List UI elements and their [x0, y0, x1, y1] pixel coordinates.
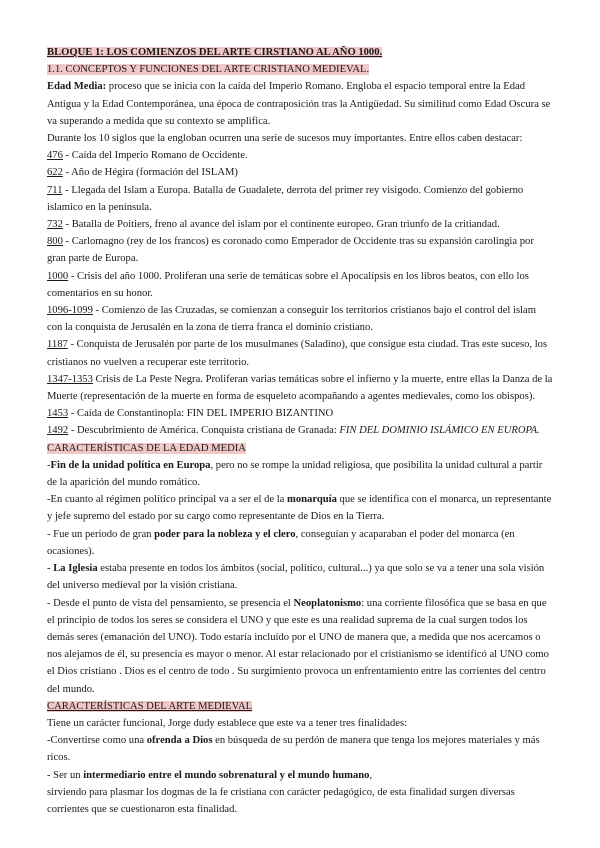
characteristic-post-text: que se identifica con el monarca, un representante y jefe supremo del estado por su cargo como representante de Dios en la Tierra. [47, 494, 552, 523]
characteristic-pre-text: - [47, 563, 54, 575]
section1-heading-line [47, 61, 553, 78]
art-purpose-post-text: en búsqueda de su perdón de manera que tenga los mejores materiales y más ricos. [47, 735, 540, 764]
event-text: - Carlomagno (rey de los francos) es coronado como Emperador de Occidente tras su expansión carolingia por gran parte de Europa. [47, 236, 534, 265]
document-title: BLOQUE 1: LOS COMIENZOS DEL ARTE CIRSTIANO AL AÑO 1000. [47, 47, 383, 58]
event-item [47, 164, 553, 181]
characteristic-pre-text: - [47, 459, 51, 471]
characteristic-bold-text: La Iglesia [53, 563, 98, 575]
event-item [47, 233, 553, 267]
event-text: - Batalla de Poitiers, freno al avance del islam por el continente europeo. Gran triunfo de la critiandad. [62, 219, 500, 231]
section3-heading: CARACTERÍSTICAS DEL ARTE MEDIEVAL [47, 700, 253, 712]
art-purpose-bold-text: ofrenda a Dios [146, 735, 213, 747]
event-item [47, 422, 553, 439]
event-item [47, 371, 553, 405]
event-text: - Caída del Imperio Romano de Occidente. [62, 150, 248, 162]
definition-paragraph [47, 78, 553, 130]
characteristic-pre-text: - Desde el punto de vista del pensamiento, se presencia el [47, 597, 294, 609]
characteristic-post-text: , pero no se rompe la unidad religiosa, que posibilita la unidad cultural a partir de la aparición del mundo romático. [47, 459, 543, 489]
characteristic-item [47, 526, 553, 560]
event-item [47, 336, 553, 370]
definition-text: proceso que se inicia con la caída del Imperio Romano. Engloba el espacio temporal entre la Edad Antigua y la Edad Contemporánea, una época de contraposición tras la Antigüedad. Su similitud como Edad Oscura se va superando a medida que su contexto se amplifica. [47, 81, 551, 127]
event-text: - Caída de Constantinopla: FIN DEL IMPERIO BIZANTINO [68, 408, 334, 420]
event-year: 1453 [47, 408, 69, 420]
characteristic-post-text: : una corriente filosófica que se basa en que el principio de todos los seres se considera el UNO y que este es una realidad suprema de la cual surgen todos los demás seres (emanación del UNO). Todo estaría incluído por el UNO de manera que, a medida que nos acercamos o nos alejamos de él, su presencia es mayor o menor. Al estar relacionado por el cristianismo se identificó al UNO como el Dios cristiano . Dios es el centro de todo . Su surgimiento provoca un enfrentamiento entre las corrientes del centro del mundo. [47, 597, 549, 695]
characteristic-bold-text: poder para la nobleza y el clero [154, 528, 296, 540]
art-purpose-item [47, 767, 553, 784]
art-purpose-item [47, 732, 553, 766]
characteristic-post-text: estaba presente en todos los ámbitos (social, político, cultural...) ya que solo se va a tener una sola visión del universo medieval por la visión cristiana. [47, 563, 545, 592]
event-item [47, 216, 553, 233]
characteristic-pre-text: -En cuanto al régimen político principal va a ser el de la [47, 494, 288, 506]
event-italic-text: FIN DEL DOMINIO ISLÁMICO EN EUROPA. [339, 425, 540, 437]
section1-heading: 1.1. CONCEPTOS Y FUNCIONES DEL ARTE CRISTIANO MEDIEVAL. [47, 64, 370, 76]
section2-heading: CARACTERÍSTICAS DE LA EDAD MEDIA [47, 442, 246, 454]
event-text: - Descubrimiento de América. Conquista cristiana de Granada: [68, 425, 340, 437]
event-text: - Crisis del año 1000. Proliferan una serie de temáticas sobre el Apocalípsis en los libros beatos, con ello los comentarios en su honor. [47, 270, 529, 299]
event-year: 1000 [47, 270, 69, 282]
event-text: Crisis de La Peste Negra. Proliferan varias temáticas sobre el infierno y la muerte, entre ellas la Danza de la Muerte (representación de la muerte en forma de esqueleto acompañando a agentes medievales, como los obispos). [47, 373, 553, 403]
art-purposes-list [47, 732, 553, 784]
section2-heading-line [47, 440, 553, 457]
event-year: 1347-1353 [47, 373, 93, 385]
event-year: 622 [47, 167, 63, 179]
characteristic-post-text: , conseguían y acaparaban el poder del monarca (en ocasiones). [47, 528, 515, 557]
characteristics-list [47, 457, 553, 698]
art-purpose-pre-text: -Convertirse como una [47, 735, 147, 747]
characteristic-item [47, 457, 553, 491]
section3-heading-line [47, 698, 553, 715]
definition-term: Edad Media: [47, 81, 107, 93]
event-item [47, 302, 553, 336]
event-text: - Año de Hégira (formación del ISLAM) [62, 167, 238, 179]
events-list [47, 147, 553, 422]
characteristic-item [47, 560, 553, 594]
event-text: - Comienzo de las Cruzadas, se comienzan a conseguir los territorios cristianos bajo el control del islam con la conquista de Jerusalén en la zona de tierra franca el dominio cristiano. [47, 305, 536, 334]
art-purpose-post-text: , [369, 769, 373, 781]
art-purpose-bold-text: intermediario entre el mundo sobrenatural y el mundo humano [83, 769, 370, 781]
section3-intro: Tiene un carácter funcional, Jorge dudy establece que este va a tener tres finalidades: [47, 717, 408, 729]
event-year: 1187 [47, 339, 68, 351]
characteristic-bold-text: Fin de la unidad política en Europa [50, 459, 211, 471]
art-purpose-pre-text: - Ser un [47, 769, 84, 781]
event-text: - Llegada del Islam a Europa. Batalla de Guadalete, derrota del primer rey visigodo. Comienzo del gobierno islamico en la península. [47, 184, 524, 213]
events-intro: Durante los 10 siglos que la engloban ocurren una serie de sucesos muy importantes. Entre ellos caben destacar: [47, 133, 523, 145]
event-year: 800 [47, 236, 63, 248]
characteristic-item [47, 491, 553, 525]
characteristic-item [47, 595, 553, 698]
characteristic-pre-text: - Fue un periodo de gran [47, 528, 155, 540]
section3-tail: sirviendo para plasmar los dogmas de la fe cristiana con carácter pedagógico, de esta finalidad surgen diversas corrientes que se cuestionaron esta finalidad. [47, 786, 515, 815]
event-item [47, 182, 553, 216]
document-title-line [47, 44, 553, 61]
characteristic-bold-text: Neoplatonismo [293, 597, 362, 609]
event-year: 711 [47, 184, 63, 196]
event-item [47, 268, 553, 302]
event-year: 476 [47, 150, 63, 162]
event-year: 1492 [47, 425, 69, 437]
event-item [47, 405, 553, 422]
event-item [47, 147, 553, 164]
event-text: - Conquista de Jerusalén por parte de los musulmanes (Saladino), que consigue esta ciudad. Tras este suceso, los cristianos no vuelven a recuperar este territorio. [47, 339, 548, 368]
event-year: 732 [47, 219, 63, 231]
characteristic-bold-text: monarquía [287, 494, 337, 506]
event-year: 1096-1099 [47, 305, 93, 317]
